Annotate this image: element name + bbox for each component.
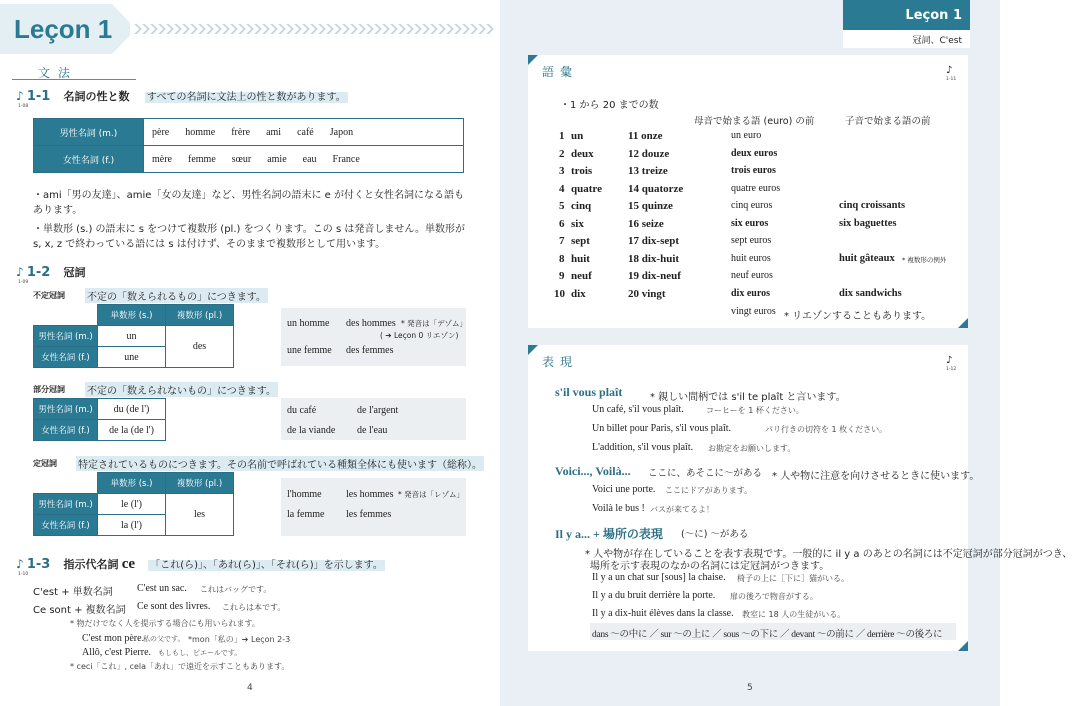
e3-l2j: 扉の後ろで物音がする。 bbox=[730, 592, 818, 601]
indef-desc: 不定の「数えられるもの」につきます。 bbox=[85, 288, 268, 303]
s13-desc: 「これ(ら)」、「あれ(ら)」、「それ(ら)」を示します。 bbox=[150, 560, 383, 571]
number-teen: 18 dix-huit bbox=[628, 252, 680, 265]
music-note-icon: ♪ bbox=[946, 65, 953, 76]
number-digit: 5 bbox=[559, 200, 565, 212]
table-row bbox=[34, 146, 464, 173]
grammar-section-header bbox=[12, 62, 136, 80]
preposition-strip bbox=[590, 623, 956, 640]
vocab-track: 1-11 bbox=[946, 77, 957, 82]
music-note-icon: ♪ bbox=[16, 265, 24, 279]
hd-singular: 単数形 (s.) bbox=[98, 305, 166, 326]
s13-heading bbox=[16, 556, 385, 573]
vocab-head-cons: 子音で始まる語の前 bbox=[845, 116, 931, 127]
hd-plural: 複数形 (pl.) bbox=[166, 305, 234, 326]
e1-l1: Un café, s'il vous plaît. bbox=[592, 404, 684, 415]
s11-note1b: あります。 bbox=[33, 205, 83, 216]
indef-table bbox=[33, 304, 234, 368]
s12-number: 1-2 bbox=[26, 265, 51, 280]
number-word: trois bbox=[571, 165, 593, 177]
part-masc: du (de l') bbox=[98, 399, 166, 420]
def-fem: la (l') bbox=[98, 515, 166, 536]
left-page bbox=[0, 0, 500, 706]
e3-j: (〜に) 〜がある bbox=[681, 529, 749, 540]
s13-n2b: 私の父です。 bbox=[143, 635, 185, 643]
music-note-icon: ♪ bbox=[16, 557, 24, 571]
number-digit: 1 bbox=[559, 130, 565, 142]
indef-fem: une bbox=[98, 347, 166, 368]
number-teen: 15 quinze bbox=[628, 200, 673, 212]
word: eau bbox=[302, 153, 317, 165]
s11-title: 名詞の性と数 bbox=[63, 90, 130, 103]
s13-l1b: C'est un sac. bbox=[137, 583, 187, 594]
s11-note2b: s, x, z で終わっている語には s は付けず、そのままで複数形として用います。 bbox=[33, 239, 386, 250]
gateaux-note: * 複数形の例外 bbox=[902, 255, 947, 264]
def-ex2a: la femme bbox=[287, 509, 325, 520]
def-masc: le (l') bbox=[98, 494, 166, 515]
s11-number: 1-1 bbox=[26, 89, 51, 104]
part-fem: de la (de l') bbox=[98, 420, 166, 441]
s12-heading bbox=[16, 264, 86, 280]
vocab-head-vowel: 母音で始まる語 (euro) の前 bbox=[694, 116, 815, 127]
e3-l1: Il y a un chat sur [sous] la chaise. bbox=[592, 572, 726, 583]
table-row bbox=[34, 326, 234, 347]
def-table bbox=[33, 472, 234, 536]
e1-l3j: お勘定をお願いします。 bbox=[708, 444, 796, 453]
part-ex2a: de la viande bbox=[287, 425, 336, 436]
s11-track: 1-08 bbox=[18, 104, 29, 109]
s11-heading bbox=[16, 88, 348, 104]
def-ex1b: les hommes bbox=[346, 489, 394, 500]
def-ex2b: les femmes bbox=[346, 509, 392, 520]
def-ex1a: l'homme bbox=[287, 489, 322, 500]
table-row bbox=[34, 119, 464, 146]
s13-n3b: もしもし、ピエールです。 bbox=[158, 649, 242, 657]
masc-label: 男性名詞 (m.) bbox=[34, 119, 144, 146]
e2-l2: Voilà le bus ! bbox=[592, 503, 645, 514]
s13-track: 1-10 bbox=[18, 572, 29, 577]
prepositions: dans 〜の中に ／ sur 〜の上に ／ sous 〜の下に ／ devant 〜の前に ／ derrière 〜の後ろに bbox=[592, 630, 943, 640]
number-teen: 14 quatorze bbox=[628, 182, 684, 195]
number-digit: 3 bbox=[559, 165, 565, 177]
s13-n2a: C'est mon père. bbox=[82, 633, 145, 644]
indef-label: 不定冠詞 bbox=[33, 291, 65, 300]
number-teen: 19 dix-neuf bbox=[628, 270, 681, 282]
indef-ex2a: une femme bbox=[287, 345, 332, 356]
e2-j: ここに、あそこに〜がある bbox=[648, 468, 763, 479]
s13-n2c: *mon「私の」➔ Leçon 2-3 bbox=[188, 635, 291, 644]
word: mère bbox=[152, 153, 172, 165]
euro-phrase: cinq euros bbox=[731, 200, 773, 211]
number-word: neuf bbox=[571, 270, 592, 282]
e2-l1: Voici une porte. bbox=[592, 484, 656, 495]
e2-l1j: ここにドアがあります。 bbox=[665, 486, 753, 495]
number-digit: 4 bbox=[559, 182, 565, 195]
s13-number: 1-3 bbox=[26, 557, 51, 572]
indef-ex1b: des hommes bbox=[346, 318, 396, 329]
corner-mark bbox=[958, 318, 968, 328]
blank-cell bbox=[34, 305, 98, 326]
consonant-phrase: cinq croissants bbox=[839, 200, 906, 211]
lesson-tab bbox=[843, 0, 970, 30]
masc-label: 男性名詞 (m.) bbox=[34, 399, 98, 420]
table-row bbox=[34, 399, 166, 420]
word: Japon bbox=[329, 126, 354, 138]
part-table bbox=[33, 398, 166, 441]
vocab-intro: ・1 から 20 までの数 bbox=[560, 100, 659, 111]
s13-ce: ce bbox=[121, 556, 136, 572]
e3-l1j: 椅子の上に［下に］猫がいる。 bbox=[737, 574, 849, 583]
lesson-tab-label: Leçon 1 bbox=[905, 8, 962, 23]
vingt-euros: vingt euros bbox=[731, 306, 776, 317]
number-word: cinq bbox=[571, 200, 592, 212]
word: père bbox=[152, 126, 170, 138]
s11-note2a: ・単数形 (s.) の語末に s をつけて複数形 (pl.) をつくります。この s は発音しません。単数形が bbox=[33, 224, 465, 235]
fem-label: 女性名詞 (f.) bbox=[34, 515, 98, 536]
indef-plural: des bbox=[166, 326, 234, 368]
e3-l3: Il y a dix-huit élèves dans la classe. bbox=[592, 608, 734, 619]
def-plural: les bbox=[166, 494, 234, 536]
number-teen: 16 seize bbox=[628, 217, 664, 230]
number-teen: 13 treize bbox=[628, 165, 668, 177]
s11-note1a: ・ami「男の友達」、amie「女の友達」など、男性名詞の語末に e が付くと女性名詞になる語も bbox=[33, 190, 464, 201]
def-note: * 発音は「レゾム」 bbox=[398, 490, 465, 499]
number-digit: 10 bbox=[554, 287, 565, 300]
euro-phrase: un euro bbox=[731, 130, 762, 141]
blank-cell bbox=[34, 473, 98, 494]
number-word: deux bbox=[571, 147, 594, 160]
e3-title: Il y a... + 場所の表現 bbox=[555, 527, 663, 541]
number-word: un bbox=[571, 130, 584, 142]
part-desc: 不定の「数えられないもの」につきます。 bbox=[85, 382, 278, 397]
euro-phrase: huit euros bbox=[731, 252, 771, 264]
def-label: 定冠詞 bbox=[33, 459, 57, 468]
expression-track: 1-12 bbox=[946, 367, 957, 372]
part-ex1a: du café bbox=[287, 405, 317, 416]
indef-note2: ( ➔ Leçon 0 リエゾン) bbox=[380, 331, 459, 340]
e1-l1j: コーヒーを 1 杯ください。 bbox=[706, 406, 804, 415]
table-row bbox=[34, 420, 166, 441]
fem-label: 女性名詞 (f.) bbox=[34, 146, 144, 173]
def-example-box bbox=[281, 478, 466, 536]
s12-title: 冠詞 bbox=[63, 266, 86, 279]
euro-phrase: neuf euros bbox=[731, 270, 773, 281]
euro-phrase: six euros bbox=[731, 217, 769, 229]
e1-l2j: パリ行きの切符を 1 枚ください。 bbox=[765, 425, 888, 434]
part-ex2b: de l'eau bbox=[357, 425, 388, 436]
number-teen: 17 dix-sept bbox=[628, 235, 680, 247]
table-row bbox=[34, 305, 234, 326]
indef-note1: * 発音は「デゾム」 bbox=[401, 319, 467, 328]
number-digit: 2 bbox=[559, 147, 565, 160]
masc-label: 男性名詞 (m.) bbox=[34, 326, 98, 347]
music-note-icon: ♪ bbox=[16, 89, 24, 103]
e1-l3: L'addition, s'il vous plaît. bbox=[592, 442, 694, 453]
number-word: six bbox=[571, 217, 584, 230]
consonant-phrase: dix sandwichs bbox=[839, 287, 902, 299]
word: café bbox=[297, 126, 314, 138]
s13-l2a: Ce sont + 複数名詞 bbox=[33, 605, 126, 616]
number-digit: 8 bbox=[559, 252, 565, 265]
fem-words bbox=[144, 146, 464, 173]
e3-note1: * 人や物が存在していることを表す表現です。一般的に il y a のあとの名詞には不定冠詞が部分冠詞がつき、 bbox=[585, 549, 1072, 560]
grammar-section-title: 文法 bbox=[38, 66, 79, 80]
word: homme bbox=[185, 126, 216, 138]
s13-n3a: Allô, c'est Pierre. bbox=[82, 647, 152, 658]
number-word: huit bbox=[571, 252, 590, 265]
number-teen: 11 onze bbox=[628, 130, 663, 142]
number-word: dix bbox=[571, 287, 586, 300]
number-word: quatre bbox=[571, 182, 602, 195]
vocab-title: 語彙 bbox=[542, 65, 579, 79]
corner-mark bbox=[528, 345, 538, 355]
e2-note: * 人や物に注意を向けさせるときに使います。 bbox=[772, 471, 980, 482]
chevron-decoration bbox=[134, 24, 494, 34]
e3-l3j: 教室に 18 人の生徒がいる。 bbox=[742, 610, 846, 619]
masc-label: 男性名詞 (m.) bbox=[34, 494, 98, 515]
consonant-phrase: six baguettes bbox=[839, 217, 897, 229]
corner-mark bbox=[958, 641, 968, 651]
e1-l2: Un billet pour Paris, s'il vous plaît. bbox=[592, 423, 732, 434]
masc-words bbox=[144, 119, 464, 146]
s13-n4: * ceci「これ」, cela「あれ」で遠近を示すこともあります。 bbox=[70, 662, 290, 671]
indef-ex1a: un homme bbox=[287, 318, 330, 329]
s13-l2c: これらは本です。 bbox=[222, 603, 286, 612]
vingt-note: * リエゾンすることもあります。 bbox=[784, 311, 932, 322]
indef-masc: un bbox=[98, 326, 166, 347]
e2-l2j: バスが来てるよ！ bbox=[650, 505, 714, 514]
consonant-phrase: huit gâteaux bbox=[839, 252, 895, 264]
table-row bbox=[34, 494, 234, 515]
gender-table bbox=[33, 118, 464, 173]
s11-desc: すべての名詞に文法上の性と数があります。 bbox=[146, 92, 346, 103]
page-number-left: 4 bbox=[247, 683, 253, 693]
s13-title: 指示代名詞 bbox=[63, 558, 119, 571]
e1-title: s'il vous plaît bbox=[555, 385, 623, 399]
page-number-right: 5 bbox=[747, 683, 753, 693]
fem-label: 女性名詞 (f.) bbox=[34, 420, 98, 441]
e2-title: Voici..., Voilà... bbox=[555, 464, 631, 478]
euro-phrase: trois euros bbox=[731, 165, 776, 176]
hd-plural: 複数形 (pl.) bbox=[166, 473, 234, 494]
euro-phrase: dix euros bbox=[731, 287, 770, 299]
number-digit: 7 bbox=[559, 235, 565, 247]
expression-title: 表現 bbox=[542, 355, 579, 369]
word: amie bbox=[267, 153, 287, 165]
number-word: sept bbox=[571, 235, 590, 247]
s13-l2b: Ce sont des livres. bbox=[137, 601, 211, 612]
corner-mark bbox=[528, 55, 538, 65]
def-desc: 特定されているものにつきます。その名前で呼ばれている種類全体にも使います（総称）。 bbox=[76, 456, 484, 471]
e3-l2: Il y a du bruit derrière la porte. bbox=[592, 590, 716, 601]
euro-phrase: deux euros bbox=[731, 147, 778, 159]
s13-n1: * 物だけでなく人を提示する場合にも用いられます。 bbox=[70, 619, 260, 628]
number-digit: 6 bbox=[559, 217, 565, 230]
part-label: 部分冠詞 bbox=[33, 385, 65, 394]
s13-l1c: これはバッグです。 bbox=[200, 585, 272, 594]
word: femme bbox=[188, 153, 216, 165]
word: ami bbox=[266, 126, 282, 138]
fem-label: 女性名詞 (f.) bbox=[34, 347, 98, 368]
hd-singular: 単数形 (s.) bbox=[98, 473, 166, 494]
number-teen: 20 vingt bbox=[628, 287, 666, 300]
e1-note: * 親しい間柄では s'il te plaît と言います。 bbox=[650, 392, 846, 403]
euro-phrase: sept euros bbox=[731, 235, 772, 246]
indef-ex2b: des femmes bbox=[346, 345, 394, 356]
table-row bbox=[34, 473, 234, 494]
part-ex1b: de l'argent bbox=[357, 405, 399, 416]
word: sœur bbox=[231, 153, 252, 165]
number-digit: 9 bbox=[559, 270, 565, 282]
number-teen: 12 douze bbox=[628, 147, 670, 160]
lesson-title: Leçon 1 bbox=[14, 14, 113, 44]
lesson-subtitle: 冠詞、C'est bbox=[843, 30, 970, 48]
word: France bbox=[332, 153, 360, 165]
s12-track: 1-09 bbox=[18, 280, 29, 285]
s13-l1a: C'est + 単数名詞 bbox=[33, 587, 113, 598]
word: frère bbox=[231, 126, 251, 138]
e3-note2: 場所を示す表現のなかの名詞には定冠詞がつきます。 bbox=[590, 561, 830, 572]
euro-phrase: quatre euros bbox=[731, 182, 781, 194]
music-note-icon: ♪ bbox=[946, 355, 953, 366]
